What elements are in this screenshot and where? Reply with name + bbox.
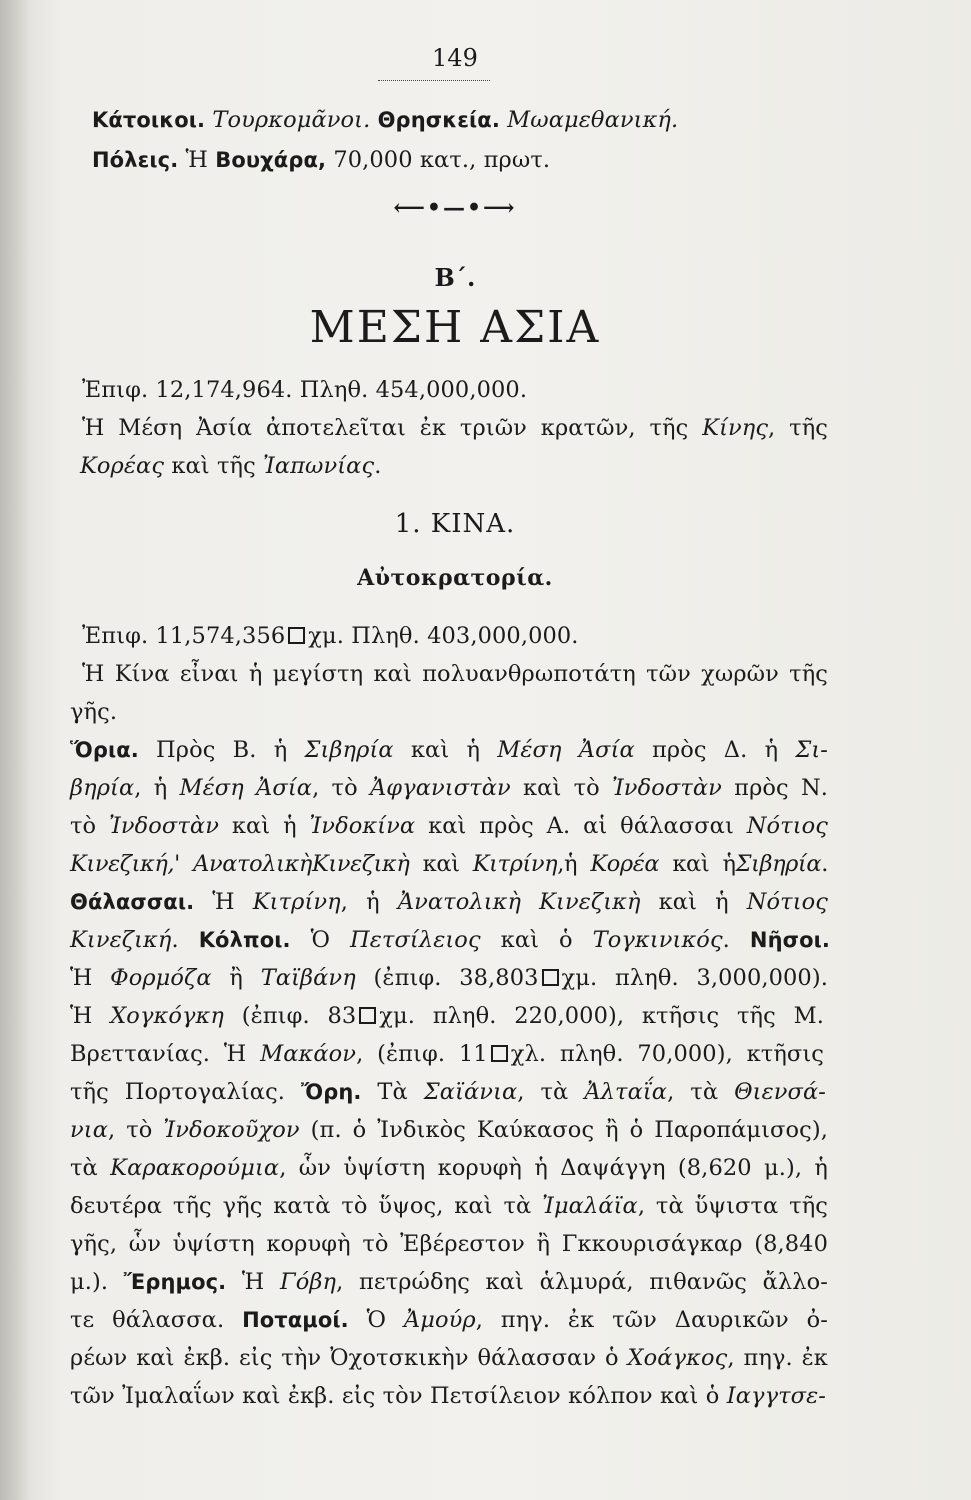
text-line-18: τῆς Πορτογαλίας. Ὄρη. Τὰ Σαϊάνια, τὰ Ἀλταΐα, τὰ Θιενσά-	[70, 1079, 826, 1105]
heading-borders: Ὅρια.	[70, 738, 139, 762]
text-line-19: νια, τὸ Ἰνδοκοῦχον (π. ὁ Ἰνδικὸς Καύκασος ἢ ὁ Παροπάμισος),	[70, 1117, 828, 1143]
heading-desert: Ἔρημος.	[123, 1270, 227, 1294]
text-line-25: ρέων καὶ ἐκβ. εἰς τὴν Ὀχοτσκικὴν θάλασσαν ὁ Χοάγκος, πηγ. ἐκ	[70, 1345, 828, 1371]
heading-mountains: Ὄρη.	[301, 1080, 362, 1104]
text-line-1: Κάτοικοι. Τουρκομᾶνοι. Θρησκεία. Μωαμεθανική.	[92, 107, 679, 133]
text-line-14: Κινεζική. Κόλποι. Ὁ Πετσίλειος καὶ ὁ Τογκινικός. Νῆσοι.	[70, 927, 830, 953]
text-line-13: Θάλασσαι. Ἡ Κιτρίνη, ἡ Ἀνατολικὴ Κινεζικὴ καὶ ἡ Νότιος	[70, 889, 828, 915]
text-line-22: γῆς, ὧν ὑψίστη κορυφὴ τὸ Ἐβέρεστον ἢ Γκκουρισάγκαρ (8,840	[70, 1231, 828, 1257]
text-line-16: Ἡ Χογκόγκη (ἐπιφ. 83 χμ. πληθ. 220,000), κτῆσις τῆς Μ.	[70, 1003, 824, 1029]
page-edge-shadow	[0, 0, 30, 1500]
heading-seas: Θάλασσαι.	[70, 890, 195, 914]
text-line-23: μ.). Ἔρημος. Ἡ Γόβη, πετρώδης καὶ ἁλμυρά, πιθανῶς ἄλλο-	[70, 1269, 829, 1295]
text-line-6: Ἐπιφ. 11,574,356 χμ. Πληθ. 403,000,000.	[82, 623, 579, 649]
text-line-2: Πόλεις. Ἡ Βουχάρα, 70,000 κατ., πρωτ.	[92, 147, 551, 173]
text-line-3: Ἐπιφ. 12,174,964. Πληθ. 454,000,000.	[82, 377, 528, 403]
heading-islands: Νῆσοι.	[749, 928, 830, 952]
text-line-4: Ἡ Μέση Ἀσία ἀποτελεῖται ἐκ τριῶν κρατῶν, τῆς Κίνης, τῆς	[82, 415, 828, 441]
text-line-8: γῆς.	[70, 699, 118, 725]
text-line-26: τῶν Ἰμαλαΐων καὶ ἐκβ. εἰς τὸν Πετσίλειον κόλπον καὶ ὁ Ιαγγτσε-	[70, 1383, 826, 1409]
text-line-21: δευτέρα τῆς γῆς κατὰ τὸ ὕψος, καὶ τὰ Ἰμαλάϊα, τὰ ὕψιστα τῆς	[70, 1193, 828, 1219]
section-letter: Β΄.	[434, 263, 476, 292]
text-line-15: Ἡ Φορμόζα ἢ Ταϊβάνη (ἐπιφ. 38,803 χμ. πληθ. 3,000,000).	[70, 965, 828, 991]
page-number: 149	[431, 44, 479, 72]
heading-gulfs: Κόλποι.	[198, 928, 291, 952]
heading-rivers: Ποταμοί.	[242, 1308, 349, 1332]
square-unit-icon	[542, 969, 559, 986]
square-unit-icon	[288, 627, 305, 644]
text-line-12: Κινεζική,' ΑνατολικὴΚινεζικὴ καὶ Κιτρίνη,ἡ Κορέα καὶ ἡΣιβηρία.	[70, 851, 828, 877]
subsection-title: 1. ΚΙΝΑ.	[394, 509, 516, 539]
ornament-divider: ⟵•—•⟶	[393, 195, 517, 221]
heading-religion: Θρησκεία.	[377, 108, 500, 132]
square-unit-icon	[491, 1045, 508, 1062]
text-line-9: Ὅρια. Πρὸς Β. ἡ Σιβηρία καὶ ἡ Μέση Ἀσία πρὸς Δ. ἡ Σι-	[70, 737, 828, 763]
text-line-17: Βρεττανίας. Ἡ Μακάον, (ἐπιφ. 11 χλ. πληθ. 70,000), κτῆσις	[70, 1041, 824, 1067]
heading-inhabitants: Κάτοικοι.	[92, 108, 206, 132]
text-line-24: τε θάλασσα. Ποταμοί. Ὁ Ἀμούρ, πηγ. ἐκ τῶν Δαυρικῶν ὀ-	[70, 1307, 828, 1333]
subsection-subtitle: Αὐτοκρατορία.	[357, 565, 553, 591]
text-line-10: βηρία, ἡ Μέση Ἀσία, τὸ Ἀφγανιστὰν καὶ τὸ Ἰνδοστὰν πρὸς Ν.	[70, 775, 828, 801]
square-unit-icon	[359, 1007, 376, 1024]
text-line-11: τὸ Ἰνδοστὰν καὶ ἡ Ἰνδοκίνα καὶ πρὸς Α. αἱ θάλασσαι Νότιος	[70, 813, 828, 839]
text-line-7: Ἡ Κίνα εἶναι ἡ μεγίστη καὶ πολυανθρωποτάτη τῶν χωρῶν τῆς	[82, 661, 828, 687]
page-number-rule	[378, 76, 490, 81]
heading-cities: Πόλεις.	[92, 148, 179, 172]
text-line-20: τὰ Καρακορούμια, ὧν ὑψίστη κορυφὴ ἡ Δαψάγγη (8,620 μ.), ἡ	[70, 1155, 829, 1181]
text-line-5: Κορέας καὶ τῆς Ἰαπωνίας.	[80, 453, 382, 479]
section-title: ΜΕΣΗ ΑΣΙΑ	[309, 302, 601, 353]
